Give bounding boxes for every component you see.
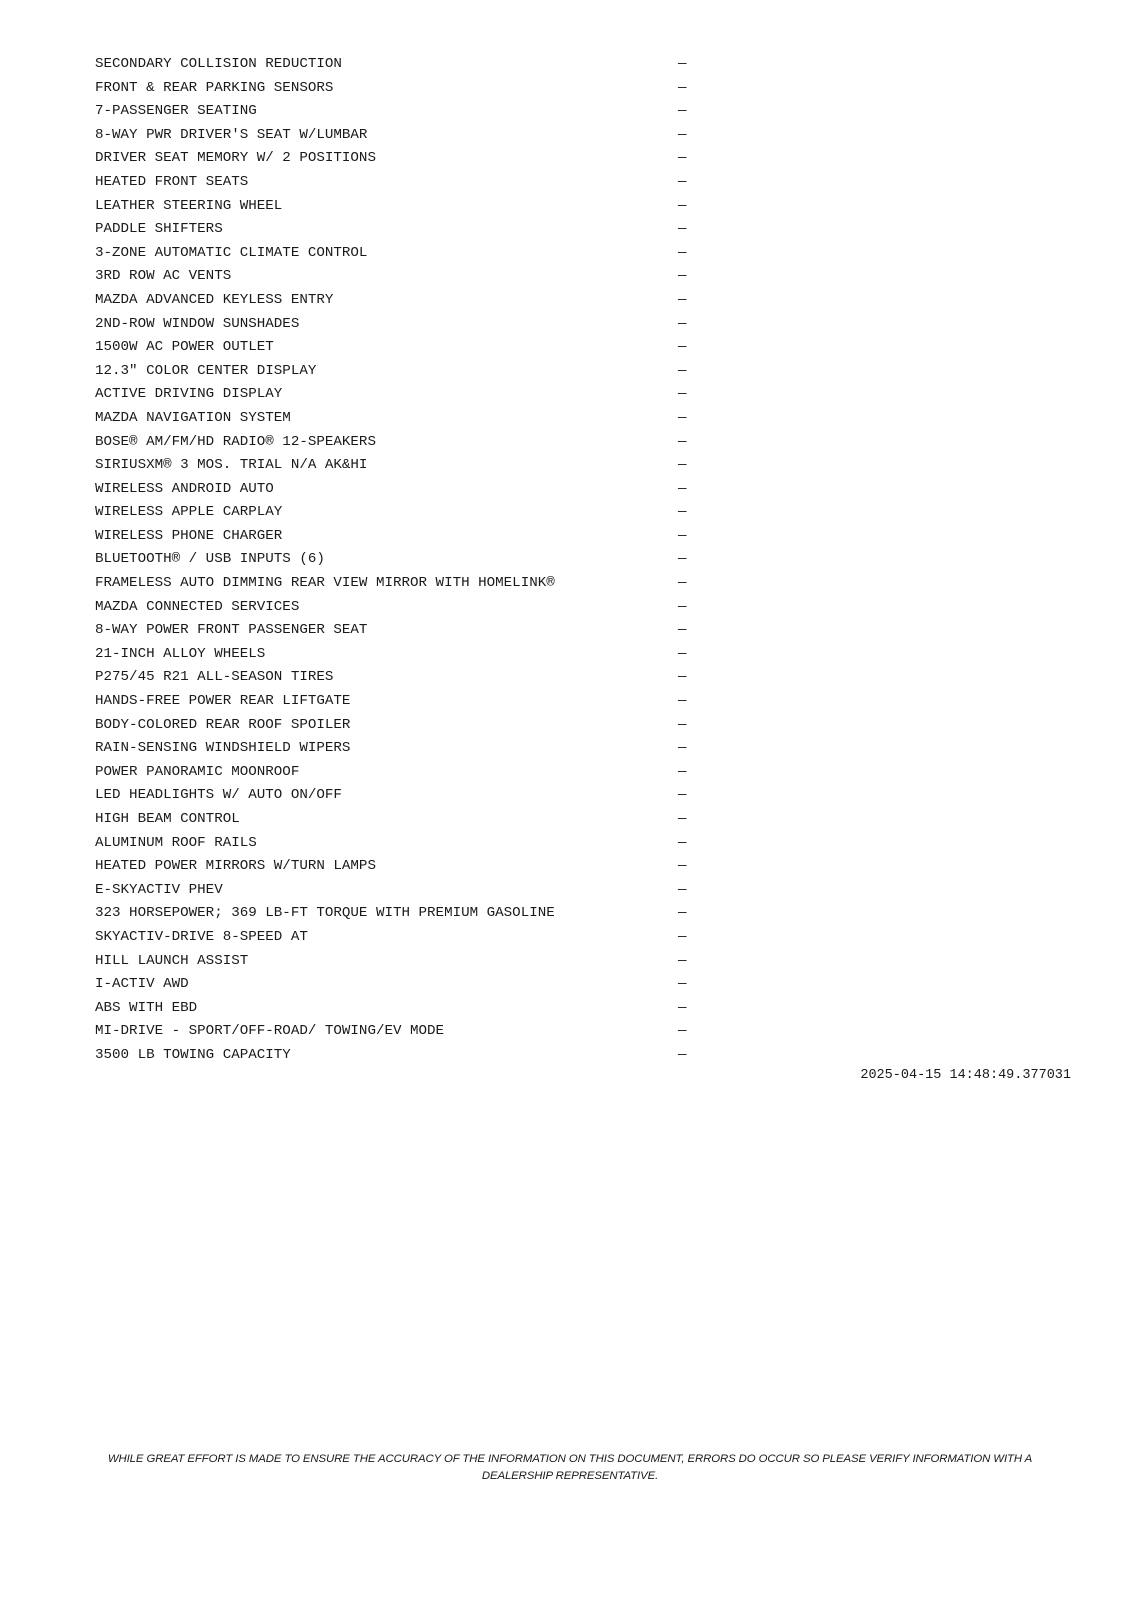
feature-value: — <box>678 126 687 143</box>
feature-value: — <box>678 150 687 167</box>
feature-label: 8-WAY POWER FRONT PASSENGER SEAT <box>95 622 368 639</box>
feature-value: — <box>678 1023 687 1040</box>
feature-row <box>95 855 695 879</box>
feature-row <box>95 360 695 384</box>
feature-row <box>95 690 695 714</box>
feature-row <box>95 761 695 785</box>
feature-value: — <box>678 1046 687 1063</box>
feature-label: BODY-COLORED REAR ROOF SPOILER <box>95 716 351 733</box>
feature-value: — <box>678 103 687 120</box>
feature-row <box>95 454 695 478</box>
feature-value: — <box>678 386 687 403</box>
feature-row <box>95 124 695 148</box>
feature-row <box>95 950 695 974</box>
feature-value: — <box>678 291 687 308</box>
feature-label: BOSE® AM/FM/HD RADIO® 12-SPEAKERS <box>95 433 376 450</box>
feature-label: HILL LAUNCH ASSIST <box>95 952 249 969</box>
feature-value: — <box>678 315 687 332</box>
feature-label: 3-ZONE AUTOMATIC CLIMATE CONTROL <box>95 244 368 261</box>
feature-row <box>95 501 695 525</box>
feature-row <box>95 714 695 738</box>
feature-label: HEATED POWER MIRRORS W/TURN LAMPS <box>95 858 376 875</box>
feature-value: — <box>678 693 687 710</box>
feature-label: ABS WITH EBD <box>95 999 198 1016</box>
feature-row <box>95 265 695 289</box>
feature-label: 8-WAY PWR DRIVER'S SEAT W/LUMBAR <box>95 126 368 143</box>
feature-value: — <box>678 480 687 497</box>
feature-row <box>95 973 695 997</box>
feature-row <box>95 737 695 761</box>
feature-value: — <box>678 645 687 662</box>
feature-value: — <box>678 409 687 426</box>
feature-label: SKYACTIV-DRIVE 8-SPEED AT <box>95 928 308 945</box>
feature-label: WIRELESS PHONE CHARGER <box>95 527 283 544</box>
feature-value: — <box>678 244 687 261</box>
feature-row <box>95 926 695 950</box>
feature-value: — <box>678 763 687 780</box>
feature-value: — <box>678 197 687 214</box>
feature-row <box>95 643 695 667</box>
feature-label: FRAMELESS AUTO DIMMING REAR VIEW MIRROR WITH HOMELINK® <box>95 575 555 592</box>
feature-label: SECONDARY COLLISION REDUCTION <box>95 56 342 72</box>
feature-row <box>95 572 695 596</box>
feature-row <box>95 171 695 195</box>
feature-row <box>95 242 695 266</box>
feature-label: DRIVER SEAT MEMORY W/ 2 POSITIONS <box>95 150 376 167</box>
feature-label: WIRELESS APPLE CARPLAY <box>95 504 283 521</box>
feature-value: — <box>678 173 687 190</box>
feature-row <box>95 525 695 549</box>
feature-value: — <box>678 362 687 379</box>
feature-label: ALUMINUM ROOF RAILS <box>95 834 257 851</box>
feature-row <box>95 548 695 572</box>
feature-label: HANDS-FREE POWER REAR LIFTGATE <box>95 693 351 710</box>
feature-value: — <box>678 834 687 851</box>
feature-label: MAZDA ADVANCED KEYLESS ENTRY <box>95 291 334 308</box>
feature-label: FRONT & REAR PARKING SENSORS <box>95 79 334 96</box>
feature-row <box>95 53 695 77</box>
feature-label: MAZDA CONNECTED SERVICES <box>95 598 300 615</box>
feature-value: — <box>678 952 687 969</box>
feature-value: — <box>678 527 687 544</box>
feature-label: 3RD ROW AC VENTS <box>95 268 232 285</box>
feature-row <box>95 313 695 337</box>
feature-row <box>95 77 695 101</box>
feature-label: MAZDA NAVIGATION SYSTEM <box>95 409 291 426</box>
feature-label: LEATHER STEERING WHEEL <box>95 197 283 214</box>
feature-value: — <box>678 999 687 1016</box>
feature-row <box>95 808 695 832</box>
feature-value: — <box>678 740 687 757</box>
feature-value: — <box>678 433 687 450</box>
feature-label: 12.3" COLOR CENTER DISPLAY <box>95 362 317 379</box>
feature-row <box>95 666 695 690</box>
feature-label: SIRIUSXM® 3 MOS. TRIAL N/A AK&HI <box>95 457 368 474</box>
feature-value: — <box>678 905 687 922</box>
feature-label: 7-PASSENGER SEATING <box>95 103 257 120</box>
feature-value: — <box>678 551 687 568</box>
feature-value: — <box>678 575 687 592</box>
feature-value: — <box>678 928 687 945</box>
feature-label: MI-DRIVE - SPORT/OFF-ROAD/ TOWING/EV MODE <box>95 1023 445 1040</box>
feature-row <box>95 336 695 360</box>
feature-value: — <box>678 881 687 898</box>
feature-row <box>95 596 695 620</box>
feature-value: — <box>678 787 687 804</box>
feature-label: PADDLE SHIFTERS <box>95 221 223 238</box>
feature-row <box>95 218 695 242</box>
feature-value: — <box>678 79 687 96</box>
feature-value: — <box>678 976 687 993</box>
feature-row <box>95 1044 695 1068</box>
feature-label: RAIN-SENSING WINDSHIELD WIPERS <box>95 740 351 757</box>
feature-row <box>95 383 695 407</box>
feature-value: — <box>678 457 687 474</box>
feature-label: BLUETOOTH® / USB INPUTS (6) <box>95 551 325 568</box>
feature-value: — <box>678 858 687 875</box>
feature-label: 21-INCH ALLOY WHEELS <box>95 645 266 662</box>
feature-row <box>95 100 695 124</box>
feature-list <box>95 53 695 1068</box>
disclaimer-footer: WHILE GREAT EFFORT IS MADE TO ENSURE THE ACCURACY OF THE INFORMATION ON THIS DOCUMENT, ERRORS DO OCCUR SO PLEASE VERIFY INFORMATION WITH A DEALERSHIP REPRESENTATIVE. <box>107 1453 1033 1482</box>
feature-label: I-ACTIV AWD <box>95 976 189 993</box>
feature-value: — <box>678 504 687 521</box>
feature-label: ACTIVE DRIVING DISPLAY <box>95 386 283 403</box>
feature-row <box>95 147 695 171</box>
feature-value: — <box>678 622 687 639</box>
feature-row <box>95 832 695 856</box>
feature-label: HEATED FRONT SEATS <box>95 173 249 190</box>
feature-label: LED HEADLIGHTS W/ AUTO ON/OFF <box>95 787 342 804</box>
feature-value: — <box>678 811 687 827</box>
feature-row <box>95 879 695 903</box>
feature-label: 1500W AC POWER OUTLET <box>95 339 274 356</box>
feature-row <box>95 784 695 808</box>
feature-row <box>95 619 695 643</box>
feature-row <box>95 1020 695 1044</box>
feature-row <box>95 407 695 431</box>
feature-row <box>95 478 695 502</box>
feature-row <box>95 289 695 313</box>
print-timestamp: 2025-04-15 14:48:49.377031 <box>860 1068 1071 1083</box>
feature-label: P275/45 R21 ALL-SEASON TIRES <box>95 669 334 686</box>
feature-value: — <box>678 669 687 686</box>
feature-value: — <box>678 268 687 285</box>
feature-label: 2ND-ROW WINDOW SUNSHADES <box>95 315 300 332</box>
feature-label: POWER PANORAMIC MOONROOF <box>95 763 300 780</box>
feature-label: HIGH BEAM CONTROL <box>95 811 240 827</box>
feature-row <box>95 997 695 1021</box>
feature-label: E-SKYACTIV PHEV <box>95 881 223 898</box>
feature-label: 3500 LB TOWING CAPACITY <box>95 1046 291 1063</box>
feature-label: 323 HORSEPOWER; 369 LB-FT TORQUE WITH PREMIUM GASOLINE <box>95 905 555 922</box>
feature-row <box>95 431 695 455</box>
feature-row <box>95 195 695 219</box>
feature-value: — <box>678 221 687 238</box>
feature-row <box>95 902 695 926</box>
feature-label: WIRELESS ANDROID AUTO <box>95 480 274 497</box>
feature-value: — <box>678 598 687 615</box>
feature-value: — <box>678 339 687 356</box>
feature-value: — <box>678 716 687 733</box>
feature-value: — <box>678 56 687 72</box>
